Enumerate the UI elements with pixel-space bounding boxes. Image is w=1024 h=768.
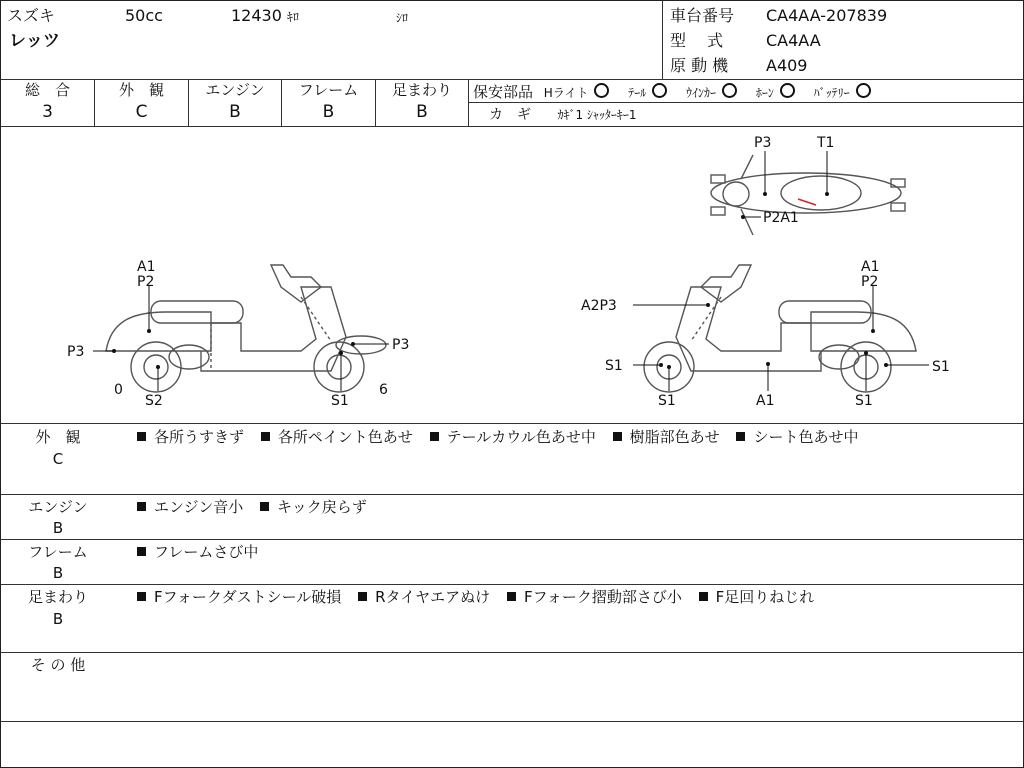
check-circle-icon (652, 83, 667, 98)
diagram-label: A1 (756, 393, 775, 409)
bullet-square-icon (137, 547, 146, 556)
remark-frame-items: フレームさび中 (137, 541, 270, 563)
key-row (489, 104, 637, 126)
diagram-label: P2 (137, 274, 155, 290)
divider (1, 79, 1023, 80)
mileage-unit: ｷﾛ (287, 10, 300, 24)
grade-frame: B (322, 102, 335, 122)
grade-exterior: C (135, 102, 148, 122)
mileage (231, 7, 299, 26)
color: ｼﾛ (396, 11, 409, 25)
diagram-label: T1 (817, 135, 835, 151)
divider (1, 494, 1023, 495)
bullet-square-icon (613, 432, 622, 441)
check-circle-icon (594, 83, 609, 98)
remark-frame-label: フレーム (28, 543, 88, 561)
safety-label: 保安部品 (473, 83, 534, 101)
divider (188, 79, 189, 126)
engine-label: 原 動 機 (670, 56, 729, 75)
diagram-label: P3 (392, 337, 410, 353)
diagram-label: S1 (658, 393, 676, 409)
frame-no-label: 車台番号 (670, 6, 735, 25)
check-circle-icon (856, 83, 871, 98)
bullet-square-icon (261, 432, 270, 441)
remark-exterior-label: 外 観 (35, 428, 81, 446)
key-value: ｶｷﾞ1 ｼｬｯﾀｰｷｰ1 (557, 108, 637, 122)
top-view-scooter (711, 155, 905, 235)
divider (1, 539, 1023, 540)
bullet-square-icon (137, 432, 146, 441)
check-circle-icon (722, 83, 737, 98)
divider (281, 79, 282, 126)
type-label: 型 式 (670, 31, 724, 50)
grade-engine: B (229, 102, 241, 122)
model-name: レッツ (9, 31, 60, 51)
safety-parts (473, 81, 871, 104)
diagram-label: S1 (932, 359, 950, 375)
remark-suspension-label: 足まわり (27, 588, 88, 606)
remark-suspension-items: Fフォークダストシール破損 Rタイヤエアぬけ Fフォーク摺動部さび小 F足回りねじれ (137, 586, 814, 608)
maker: スズキ (7, 6, 56, 25)
remark-other-label: そ の 他 (30, 656, 86, 674)
divider (662, 1, 663, 79)
key-label: カ ギ (489, 107, 531, 123)
remark-frame-grade: B (52, 564, 64, 582)
grade-engine-label: エンジン (205, 81, 265, 99)
bullet-square-icon (736, 432, 745, 441)
safety-item-battery: ﾊﾞｯﾃﾘｰ (814, 86, 871, 100)
divider (1, 652, 1023, 653)
divider (1, 423, 1023, 424)
remark-engine-items: エンジン音小 キック戻らず (137, 496, 379, 518)
damage-diagram (1, 127, 1023, 423)
diagram-label: P3 (754, 135, 772, 151)
safety-item-tail: ﾃｰﾙ (628, 86, 681, 100)
diagram-label: S1 (605, 358, 623, 374)
grade-frame-label: フレーム (298, 81, 359, 99)
bullet-square-icon (699, 592, 708, 601)
diagram-label: S1 (331, 393, 349, 409)
diagram-label: P2A1 (763, 210, 799, 226)
diagram-label: A1 (861, 259, 880, 275)
remark-exterior-items: 各所うすきず 各所ペイント色あせ テールカウル色あせ中 樹脂部色あせ シート色あせ中 (137, 426, 858, 448)
bullet-square-icon (507, 592, 516, 601)
divider (94, 79, 95, 126)
bullet-square-icon (137, 592, 146, 601)
grade-exterior-label: 外 観 (118, 81, 164, 99)
diagram-label: P3 (67, 344, 85, 360)
check-circle-icon (780, 83, 795, 98)
divider (375, 79, 376, 126)
remark-engine-label: エンジン (28, 498, 88, 516)
bullet-square-icon (260, 502, 269, 511)
divider (1, 584, 1023, 585)
remark-suspension-grade: B (52, 610, 64, 628)
diagram-label: 6 (379, 382, 388, 398)
frame-no: CA4AA-207839 (766, 6, 888, 25)
bullet-square-icon (430, 432, 439, 441)
grade-total: 3 (42, 102, 53, 122)
remark-exterior-grade: C (52, 450, 64, 468)
safety-item-horn: ﾎｰﾝ (756, 86, 809, 100)
diagram-label: S1 (855, 393, 873, 409)
grade-total-label: 総 合 (24, 81, 70, 99)
grade-suspension-label: 足まわり (391, 81, 452, 99)
remark-engine-grade: B (52, 519, 64, 537)
diagram-label: A2P3 (581, 298, 617, 314)
grade-suspension: B (416, 102, 428, 122)
engine-value: A409 (766, 56, 808, 75)
bullet-square-icon (358, 592, 367, 601)
mileage-value: 12430 (231, 6, 282, 25)
diagram-label: A1 (137, 259, 156, 275)
safety-item-headlight: Hライト (544, 86, 624, 100)
safety-item-winker: ｳｲﾝｶｰ (686, 86, 751, 100)
displacement: 50cc (125, 6, 163, 25)
diagram-label: P2 (861, 274, 879, 290)
type-value: CA4AA (766, 31, 821, 50)
bullet-square-icon (137, 502, 146, 511)
diagram-label: S2 (145, 393, 163, 409)
divider (1, 721, 1023, 722)
diagram-label: 0 (114, 382, 123, 398)
